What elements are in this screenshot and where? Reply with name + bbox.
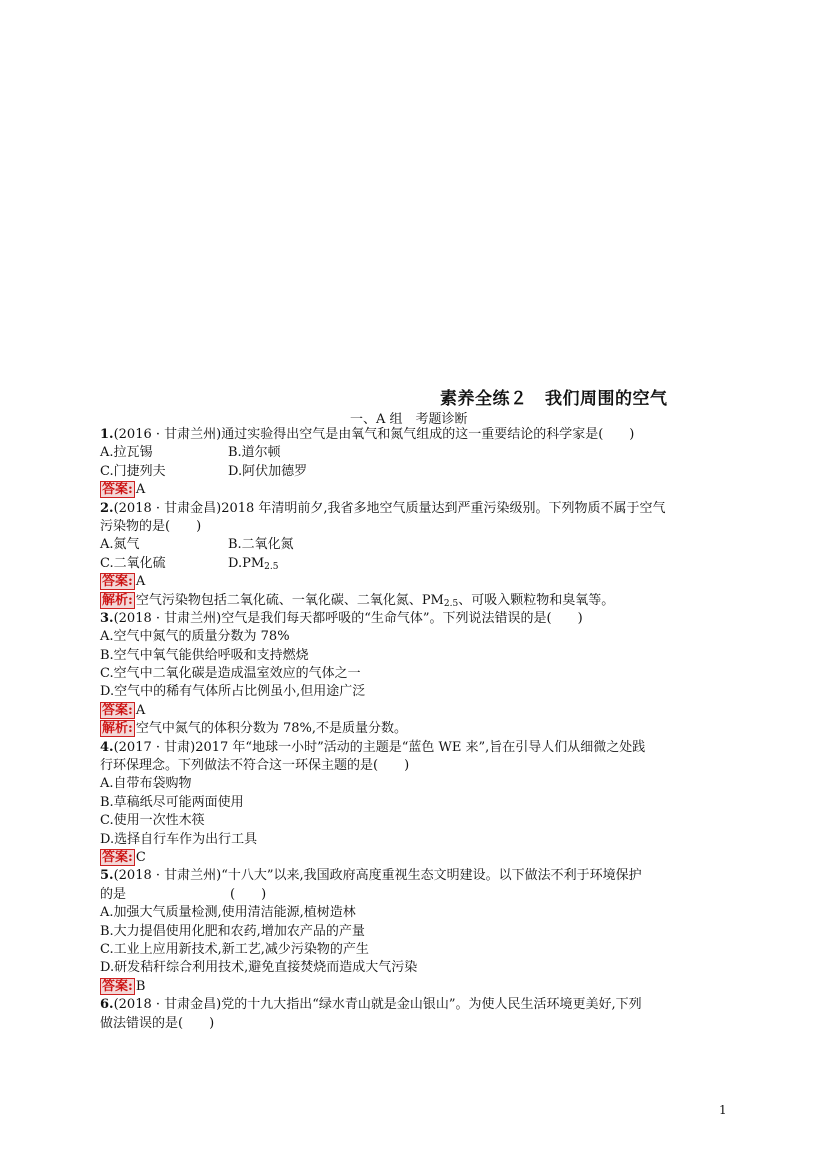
question-2-analysis <box>100 592 728 610</box>
question-1-options-row-1 <box>100 444 728 462</box>
question-4-stem-line-2: 行环保理念。下列做法不符合这一环保主题的是( ) <box>100 758 410 774</box>
analysis-text: 空气中氮气的体积分数为 78%,不是质量分数。 <box>135 721 407 737</box>
option-b: B.二氧化氮 <box>228 537 294 553</box>
option-d-text: D.PM <box>228 555 265 571</box>
answer-value: A <box>135 482 146 498</box>
question-5-stem-line-2: 的是 ( ) <box>100 886 267 902</box>
question-4-stem-line-1 <box>100 739 728 757</box>
option-a: A.氮气 <box>100 537 140 553</box>
question-5-answer <box>100 978 728 996</box>
question-4-answer <box>100 849 728 867</box>
answer-tag: 答案: <box>102 482 133 498</box>
page-title: 素养全练２ 我们周围的空气 <box>440 389 668 409</box>
question-text: (2017 · 甘肃)2017 年“地球一小时”活动的主题是“蓝色 WE 来”,旨在引导人们从细微之处践 <box>113 739 646 755</box>
answer-value: A <box>135 574 146 590</box>
question-3-stem <box>100 610 728 628</box>
question-2-options-row-2 <box>100 555 728 573</box>
question-6-stem-line-1 <box>100 996 728 1014</box>
question-1-options-row-2 <box>100 463 728 481</box>
answer-tag: 答案: <box>102 702 133 718</box>
question-2-stem-line-1 <box>100 500 728 518</box>
answer-value: B <box>135 978 146 994</box>
page-number: 1 <box>719 1103 727 1117</box>
answer-value: A <box>135 702 146 718</box>
option-d-subscript: 2.5 <box>264 561 279 572</box>
option-a: A.加强大气质量检测,使用清洁能源,植树造林 <box>100 905 356 921</box>
question-number: 4. <box>100 739 114 755</box>
question-5-stem-line-1 <box>100 867 728 885</box>
question-text: (2018 · 甘肃金昌)党的十九大指出“绿水青山就是金山银山”。为使人民生活环境更美好,下列 <box>113 997 642 1013</box>
analysis-subscript: 2.5 <box>443 598 459 609</box>
option-c: C.使用一次性木筷 <box>100 813 205 829</box>
question-6-stem-line-2: 做法错误的是( ) <box>100 1015 215 1031</box>
option-d <box>228 555 278 573</box>
analysis-tag: 解析: <box>102 721 133 737</box>
answer-value: C <box>135 849 146 865</box>
option-b: B.空气中氧气能供给呼吸和支持燃烧 <box>100 647 309 663</box>
option-c: C.二氧化硫 <box>100 555 166 571</box>
question-text: (2018 · 甘肃金昌)2018 年清明前夕,我省多地空气质量达到严重污染级别。下列物质不属于空气 <box>113 500 666 516</box>
question-number: 2. <box>100 500 114 516</box>
answer-tag: 答案: <box>102 574 133 590</box>
question-text: (2018 · 甘肃兰州)空气是我们每天都呼吸的“生命气体”。下列说法错误的是( ) <box>113 610 583 626</box>
option-b: B.道尔顿 <box>228 445 281 461</box>
option-d: D.空气中的稀有气体所占比例虽小,但用途广泛 <box>100 684 366 700</box>
question-text: (2016 · 甘肃兰州)通过实验得出空气是由氧气和氮气组成的这一重要结论的科学家是( ) <box>113 427 635 442</box>
question-number: 1. <box>100 427 114 442</box>
answer-tag: 答案: <box>102 849 133 865</box>
analysis-text: 空气污染物包括二氧化硫、一氧化碳、二氧化氮、PM <box>135 592 444 608</box>
option-c: C.工业上应用新技术,新工艺,减少污染物的产生 <box>100 941 369 957</box>
question-number: 5. <box>100 868 114 884</box>
analysis-text-end: 、可吸入颗粒物和臭氧等。 <box>458 592 615 608</box>
question-number: 6. <box>100 997 114 1013</box>
option-a: A.空气中氮气的质量分数为 78% <box>100 629 290 645</box>
option-b: B.大力提倡使用化肥和农药,增加农产品的产量 <box>100 923 365 939</box>
option-b: B.草稿纸尽可能两面使用 <box>100 794 244 810</box>
analysis-tag: 解析: <box>102 592 133 608</box>
option-a: A.自带布袋购物 <box>100 776 192 792</box>
question-number: 3. <box>100 610 114 626</box>
question-3-answer <box>100 702 728 720</box>
question-3-analysis <box>100 720 728 738</box>
question-text: (2018 · 甘肃兰州)“十八大”以来,我国政府高度重视生态文明建设。以下做法不利于环境保护 <box>113 868 642 884</box>
option-a: A.拉瓦锡 <box>100 445 153 461</box>
option-d: D.研发秸秆综合利用技术,避免直接焚烧而造成大气污染 <box>100 960 418 976</box>
question-list <box>100 426 728 1033</box>
question-2-options-row-1 <box>100 536 728 554</box>
option-c: C.门捷列夫 <box>100 463 166 479</box>
question-1-stem <box>100 426 728 444</box>
option-d: D.选择自行车作为出行工具 <box>100 831 258 847</box>
question-1-answer <box>100 481 728 499</box>
option-d: D.阿伏加德罗 <box>228 463 308 479</box>
question-2-answer <box>100 573 728 591</box>
section-heading: 一、A 组 考题诊断 <box>350 412 468 427</box>
answer-tag: 答案: <box>102 978 133 994</box>
option-c: C.空气中二氧化碳是造成温室效应的气体之一 <box>100 666 361 682</box>
question-2-stem-line-2: 污染物的是( ) <box>100 518 202 534</box>
